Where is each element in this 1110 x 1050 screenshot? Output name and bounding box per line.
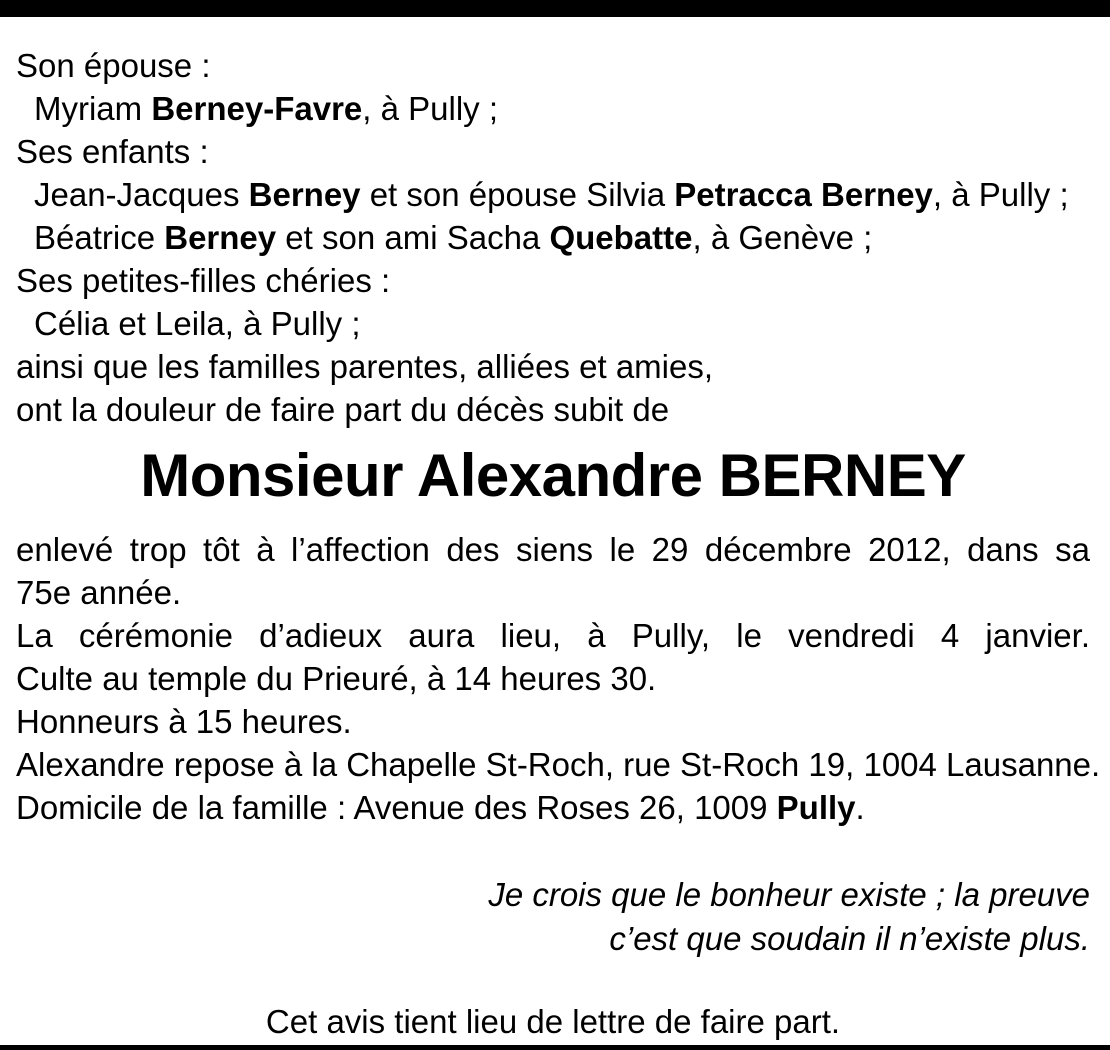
child-partner-text: et son ami Sacha [276, 219, 550, 256]
grandchildren-names: Célia et Leila, à Pully ; [34, 305, 361, 342]
details-line-3: La cérémonie d’adieux aura lieu, à Pully, le vendredi 4 janvier. [16, 617, 1090, 654]
children-heading: Ses enfants : [16, 133, 209, 170]
details-line-4: Culte au temple du Prieuré, à 14 heures 30. [16, 660, 657, 697]
child-line [16, 173, 1090, 216]
deceased-name: Monsieur Alexandre BERNEY [140, 442, 966, 509]
families-line: ainsi que les familles parentes, alliées et amies, [16, 348, 714, 385]
child-first-name: Béatrice [34, 219, 165, 256]
child-place: , à Genève ; [692, 219, 873, 256]
address-town: Pully [776, 789, 856, 826]
quote-block [16, 873, 1090, 961]
quote-line-2: c’est que soudain il n’existe plus. [609, 920, 1090, 957]
closing-line: Cet avis tient lieu de lettre de faire part. [265, 1003, 841, 1040]
child-place: , à Pully ; [932, 176, 1069, 213]
address-prefix: Domicile de la famille : Avenue des Roses 26, 1009 [16, 789, 777, 826]
spouse-heading: Son épouse : [16, 47, 211, 84]
obituary-notice [16, 44, 1101, 1043]
child-partner-surname: Quebatte [549, 219, 693, 256]
announcement-line: ont la douleur de faire part du décès subit de [16, 391, 670, 428]
spouse-line [16, 87, 1090, 130]
bottom-rule [0, 1045, 1110, 1050]
child-partner-text: et son épouse Silvia [360, 176, 675, 213]
spouse-place: , à Pully ; [362, 90, 499, 127]
details-line-5: Honneurs à 15 heures. [16, 703, 352, 740]
child-partner-surname: Petracca Berney [674, 176, 933, 213]
child-line [16, 216, 1090, 259]
details-line-2: 75e année. [16, 574, 182, 611]
details-line-1: enlevé trop tôt à l’affection des siens le 29 décembre 2012, dans sa [16, 531, 1090, 568]
top-rule [0, 0, 1110, 17]
grandchildren-heading: Ses petites-filles chéries : [16, 262, 391, 299]
spouse-surname: Berney-Favre [151, 90, 363, 127]
spouse-first-name: Myriam [34, 90, 152, 127]
quote-line-1: Je crois que le bonheur existe ; la preuve [488, 876, 1090, 913]
details-line-7 [16, 786, 1090, 829]
child-surname: Berney [164, 219, 277, 256]
child-first-name: Jean-Jacques [34, 176, 249, 213]
details-line-6: Alexandre repose à la Chapelle St-Roch, rue St-Roch 19, 1004 Lausanne. [16, 746, 1101, 783]
child-surname: Berney [248, 176, 361, 213]
address-suffix: . [855, 789, 865, 826]
